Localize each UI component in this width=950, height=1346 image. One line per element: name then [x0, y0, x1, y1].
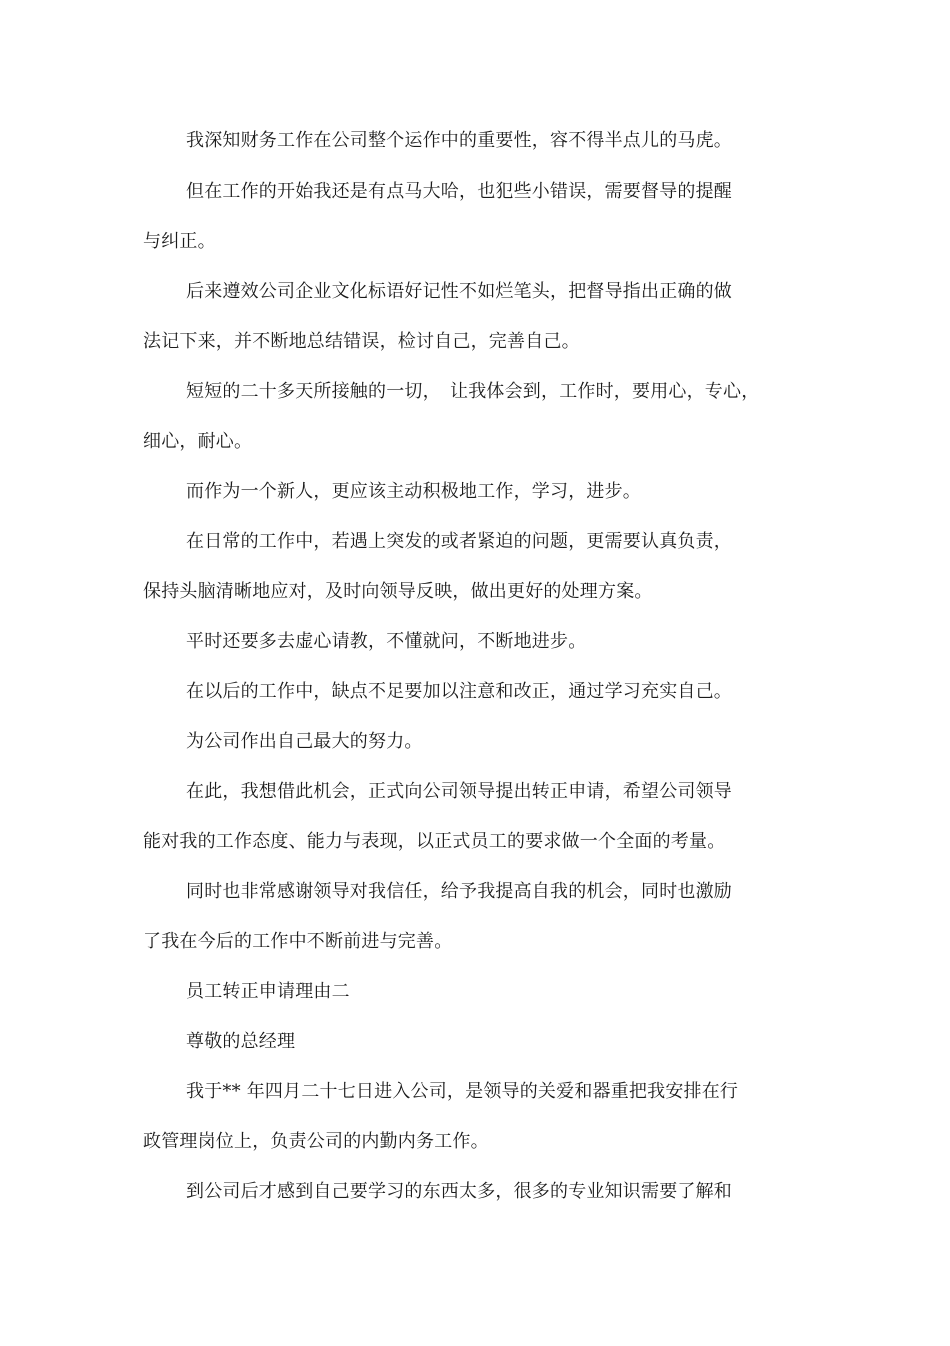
text-line: 为公司作出自己最大的努力。: [186, 731, 423, 752]
text-line: 短短的二十多天所接触的一切， 让我体会到，工作时，要用心，专心，: [186, 381, 760, 402]
text-line: 了我在今后的工作中不断前进与完善。: [143, 931, 453, 952]
text-line: 同时也非常感谢领导对我信任，给予我提高自我的机会，同时也激励: [186, 881, 732, 902]
salutation: 尊敬的总经理: [186, 1031, 296, 1052]
text-line: 后来遵效公司企业文化标语好记性不如烂笔头，把督导指出正确的做: [186, 281, 732, 302]
text-line: 到公司后才感到自己要学习的东西太多，很多的专业知识需要了解和: [186, 1181, 732, 1202]
text-line: 平时还要多去虚心请教，不懂就问，不断地进步。: [186, 631, 587, 652]
text-line: 与纠正。: [143, 231, 216, 252]
text-line: 能对我的工作态度、能力与表现，以正式员工的要求做一个全面的考量。: [143, 831, 726, 852]
section-heading: 员工转正申请理由二: [186, 981, 350, 1002]
text-line: 在以后的工作中，缺点不足要加以注意和改正，通过学习充实自己。: [186, 681, 732, 702]
text-line: 而作为一个新人，更应该主动积极地工作，学习，进步。: [186, 481, 641, 502]
text-line: 细心，耐心。: [143, 431, 253, 452]
text-line: 我深知财务工作在公司整个运作中的重要性，容不得半点儿的马虎。: [186, 130, 732, 151]
text-line: 政管理岗位上，负责公司的内勤内务工作。: [143, 1131, 489, 1152]
text-line: 我于** 年四月二十七日进入公司，是领导的关爱和器重把我安排在行: [186, 1081, 739, 1102]
text-line: 在日常的工作中，若遇上突发的或者紧迫的问题，更需要认真负责，: [186, 531, 732, 552]
text-line: 法记下来，并不断地总结错误，检讨自己，完善自己。: [143, 331, 580, 352]
text-line: 保持头脑清晰地应对，及时向领导反映，做出更好的处理方案。: [143, 581, 653, 602]
text-line: 但在工作的开始我还是有点马大哈，也犯些小错误，需要督导的提醒: [186, 181, 732, 202]
text-line: 在此，我想借此机会，正式向公司领导提出转正申请，希望公司领导: [186, 781, 732, 802]
